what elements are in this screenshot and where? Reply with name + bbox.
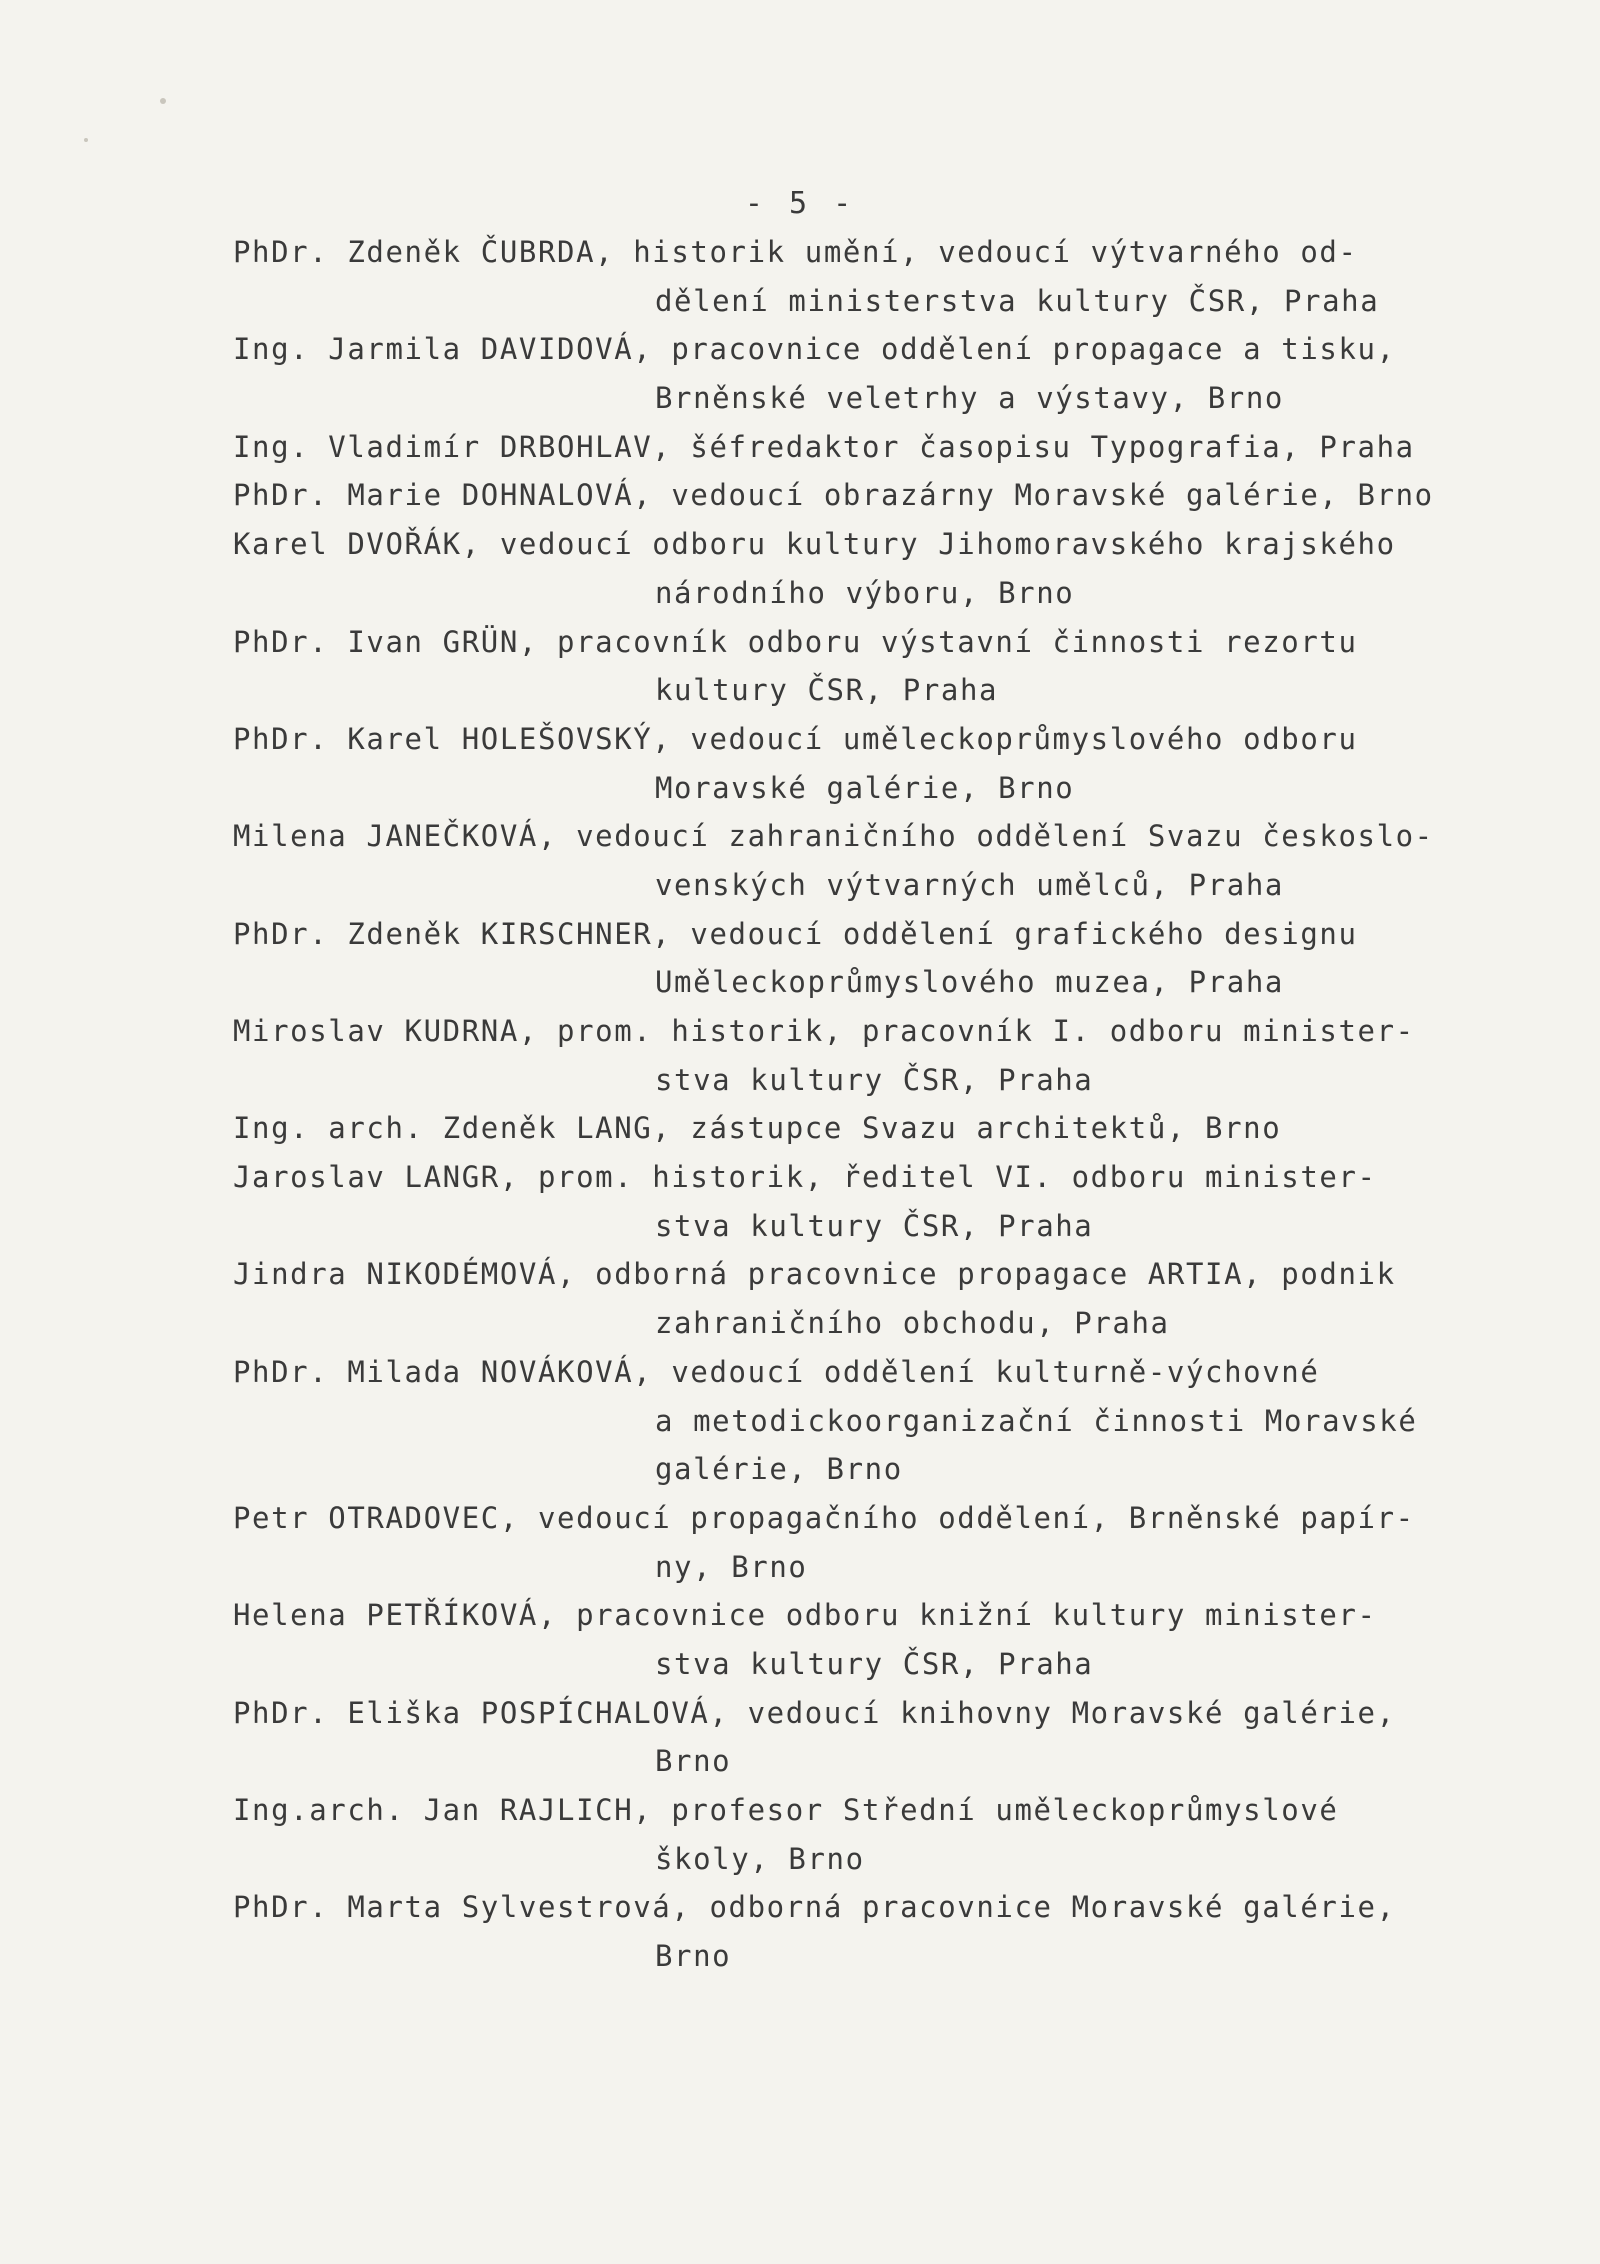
entry-line: PhDr. Ivan GRÜN, pracovník odboru výstavní činnosti rezortu: [233, 624, 1358, 659]
list-item: [233, 1883, 1523, 1980]
list-item: [233, 1786, 1523, 1883]
page-number: - 5 -: [744, 186, 856, 221]
entry-line: Helena PETŘÍKOVÁ, pracovnice odboru knižní kultury minister-: [233, 1598, 1377, 1633]
entry-line: PhDr. Zdeněk ČUBRDA, historik umění, vedoucí výtvarného od-: [233, 235, 1358, 269]
list-item: [233, 910, 1523, 1007]
entry-line: Jindra NIKODÉMOVÁ, odborná pracovnice propagace ARTIA, podnik: [233, 1257, 1396, 1292]
paper-speck: [160, 98, 166, 104]
entry-continuation-line: stva kultury ČSR, Praha: [655, 1208, 1094, 1243]
list-item: [233, 1348, 1523, 1494]
entry-line: Ing. Jarmila DAVIDOVÁ, pracovnice oddělení propagace a tisku,: [233, 332, 1396, 367]
entry-line: Ing. arch. Zdeněk LANG, zástupce Svazu architektů, Brno: [233, 1111, 1282, 1146]
entry-continuation-line: Brněnské veletrhy a výstavy, Brno: [655, 381, 1284, 416]
entry-continuation-line: Uměleckoprůmyslového muzea, Praha: [655, 965, 1284, 1000]
entry-continuation-line: galérie, Brno: [655, 1452, 903, 1487]
list-item: [233, 423, 1523, 472]
list-item: [233, 812, 1523, 909]
entry-continuation-line: školy, Brno: [655, 1841, 865, 1876]
entry-continuation-line: stva kultury ČSR, Praha: [655, 1646, 1094, 1681]
entry-line: PhDr. Marie DOHNALOVÁ, vedoucí obrazárny Moravské galérie, Brno: [233, 478, 1434, 513]
entry-continuation-line: Brno: [655, 1744, 732, 1779]
list-item: [233, 520, 1523, 617]
entry-continuation-line: dělení ministerstva kultury ČSR, Praha: [655, 283, 1380, 318]
entry-line: Karel DVOŘÁK, vedoucí odboru kultury Jihomoravského krajského: [233, 527, 1396, 562]
list-item: [233, 1104, 1523, 1153]
personnel-list: [233, 228, 1523, 1981]
entry-continuation-line: Moravské galérie, Brno: [655, 770, 1075, 805]
entry-line: Jaroslav LANGR, prom. historik, ředitel VI. odboru minister-: [233, 1160, 1377, 1195]
list-item: [233, 1591, 1523, 1688]
entry-continuation-line: národního výboru, Brno: [655, 575, 1075, 610]
list-item: [233, 618, 1523, 715]
entry-continuation-line: stva kultury ČSR, Praha: [655, 1062, 1094, 1097]
list-item: [233, 1007, 1523, 1104]
entry-line: PhDr. Marta Sylvestrová, odborná pracovnice Moravské galérie,: [233, 1890, 1396, 1925]
list-item: [233, 471, 1523, 520]
list-item: [233, 1494, 1523, 1591]
entry-line: PhDr. Karel HOLEŠOVSKÝ, vedoucí uměleckoprůmyslového odboru: [233, 721, 1358, 756]
list-item: [233, 228, 1523, 325]
list-item: [233, 325, 1523, 422]
entry-line: Petr OTRADOVEC, vedoucí propagačního oddělení, Brněnské papír-: [233, 1500, 1415, 1535]
entry-line: PhDr. Milada NOVÁKOVÁ, vedoucí oddělení kulturně-výchovné: [233, 1354, 1320, 1389]
paper-speck: [84, 138, 88, 142]
list-item: [233, 715, 1523, 812]
entry-line: Ing.arch. Jan RAJLICH, profesor Střední uměleckoprůmyslové: [233, 1793, 1339, 1827]
entry-continuation-line: ny, Brno: [655, 1549, 808, 1584]
list-item: [233, 1153, 1523, 1250]
entry-continuation-line: venských výtvarných umělců, Praha: [655, 867, 1284, 902]
entry-line: Milena JANEČKOVÁ, vedoucí zahraničního oddělení Svazu českoslo-: [233, 819, 1434, 854]
entry-line: PhDr. Eliška POSPÍCHALOVÁ, vedoucí knihovny Moravské galérie,: [233, 1695, 1396, 1730]
entry-line: PhDr. Zdeněk KIRSCHNER, vedoucí oddělení grafického designu: [233, 916, 1358, 951]
list-item: [233, 1689, 1523, 1786]
entry-line: Ing. Vladimír DRBOHLAV, šéfredaktor časopisu Typografia, Praha: [233, 429, 1415, 464]
entry-line: Miroslav KUDRNA, prom. historik, pracovník I. odboru minister-: [233, 1014, 1415, 1048]
entry-continuation-line: a metodickoorganizační činnosti Moravské: [655, 1403, 1418, 1438]
entry-continuation-line: Brno: [655, 1939, 732, 1974]
entry-continuation-line: zahraničního obchodu, Praha: [655, 1306, 1170, 1341]
list-item: [233, 1250, 1523, 1347]
entry-continuation-line: kultury ČSR, Praha: [655, 673, 999, 708]
